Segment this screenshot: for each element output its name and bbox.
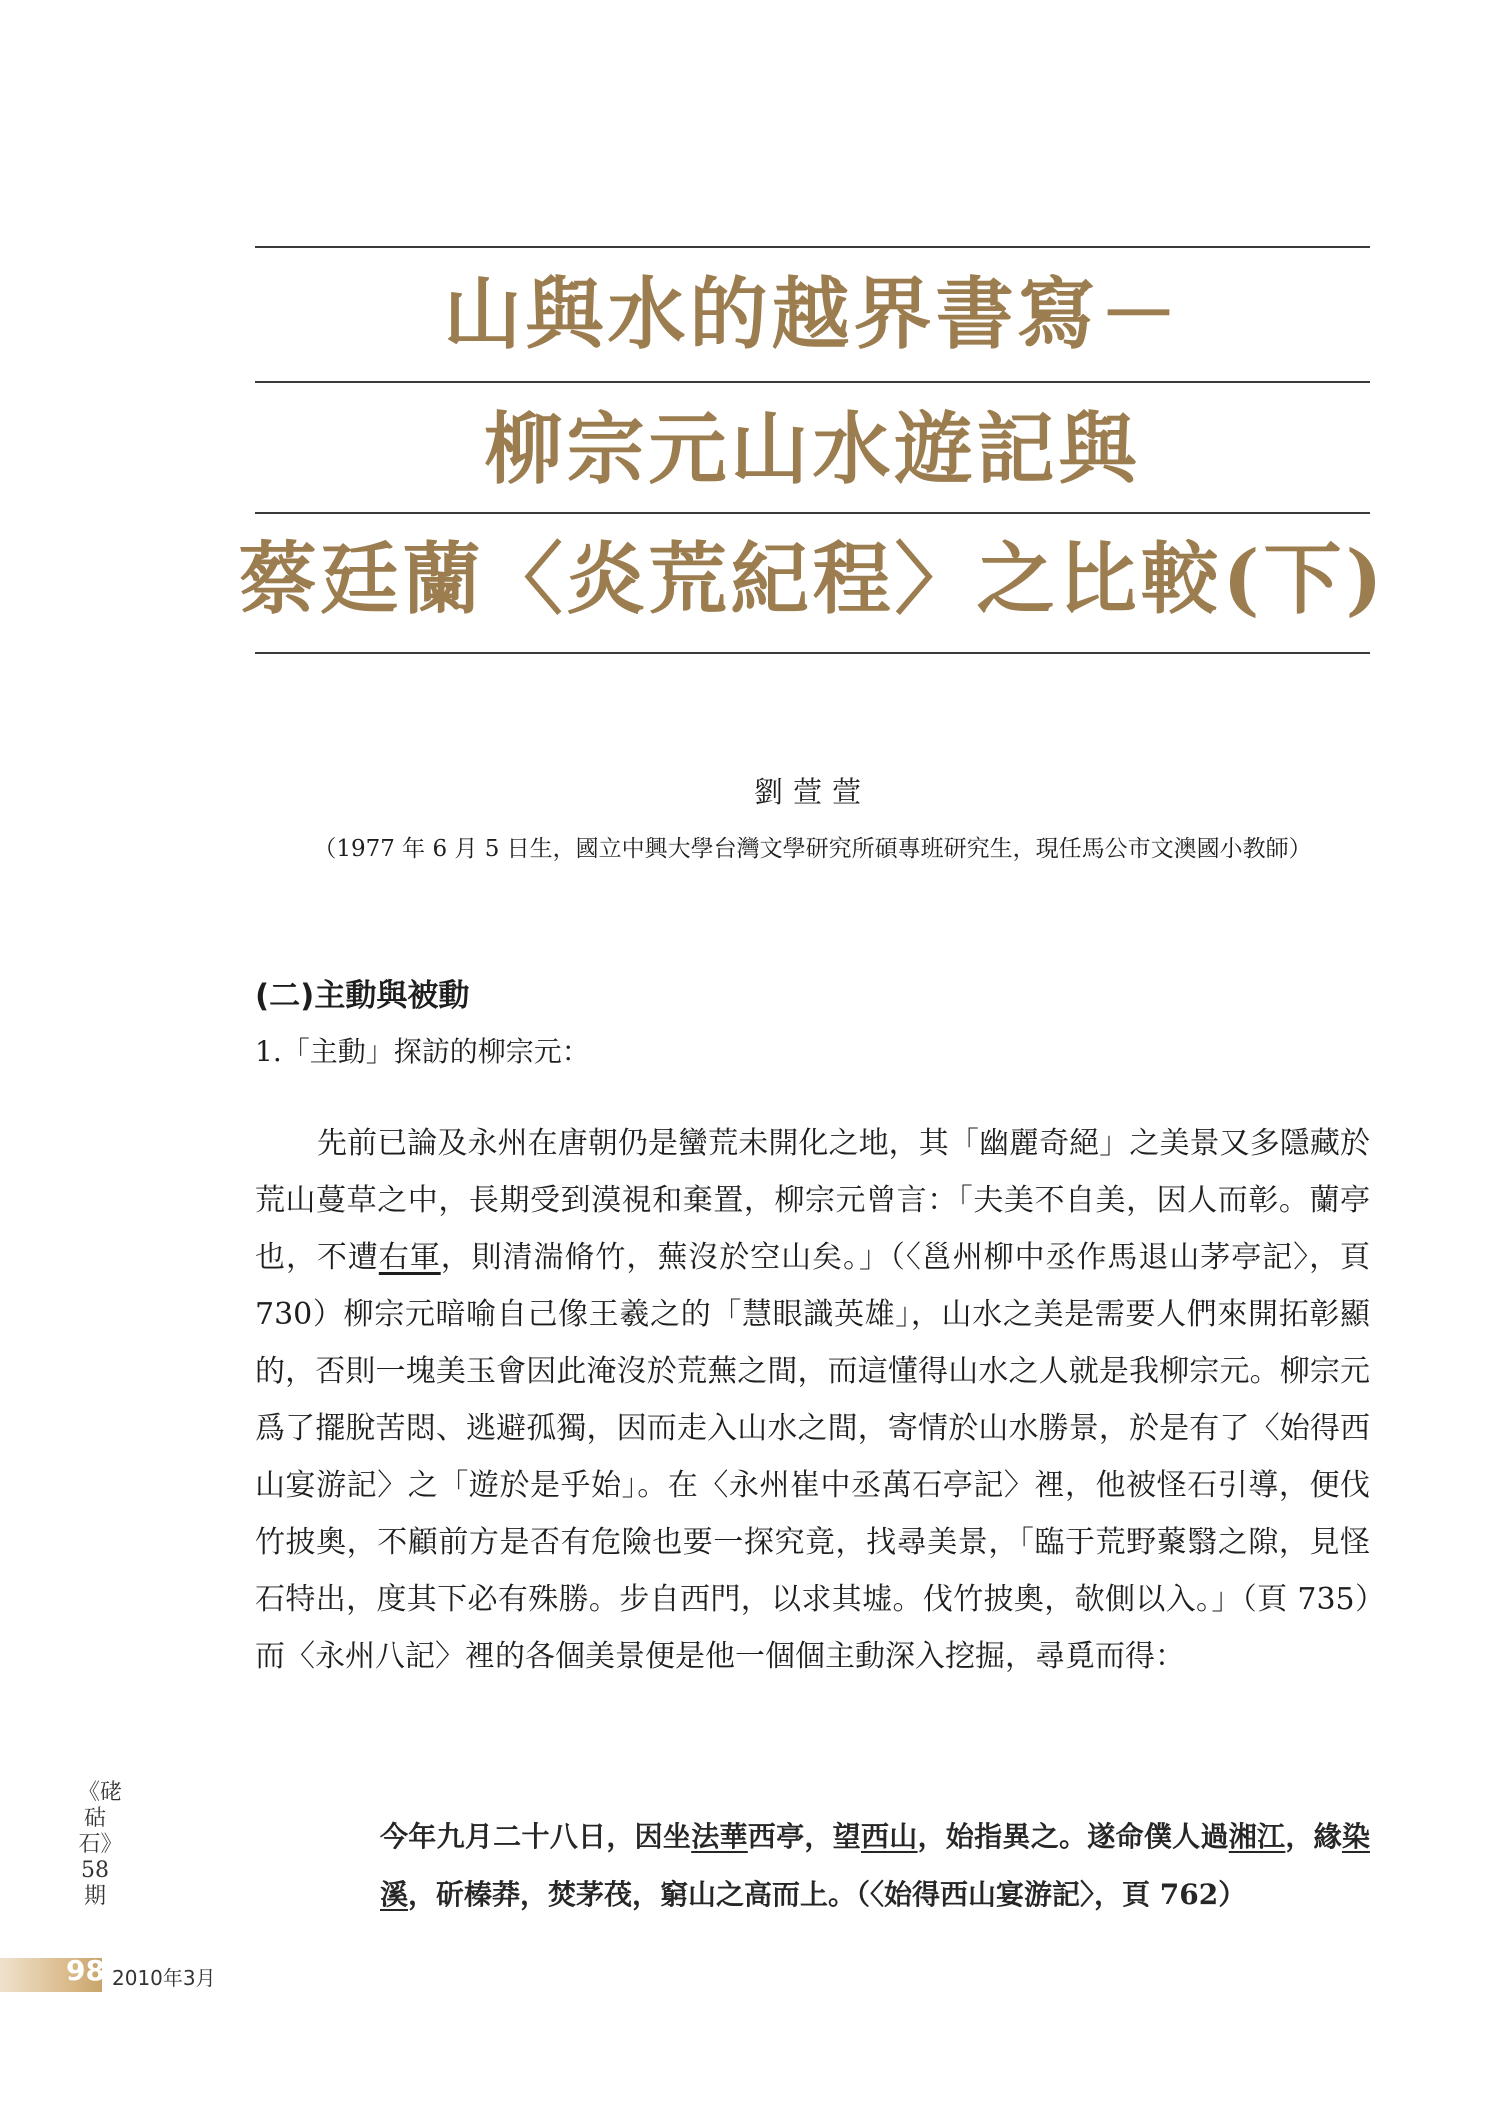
body-text-segment: ，則清湍脩竹，蕪沒於空山矣。」（〈邕州柳中丞作馬退山茅亭記〉，頁 730）柳宗元暗喻自己像王羲之的「慧眼識英雄」，山水之美是需要人們來開拓彰顯的，否則一塊美玉會因此淹沒於荒蕪之間，而這懂得山水之人就是我柳宗元。柳宗元爲了擺脫苦悶、逃避孤獨，因而走入山水之間，寄情於山水勝景，於是有了〈始得西山宴游記〉之「遊於是乎始」。在〈永州崔中丞萬石亭記〉裡，他被怪石引導，便伐竹披奧，不顧前方是否有危險也要一探究竟，找尋美景，「臨于荒野藂翳之隙，見怪石特出，度其下必有殊勝。步自西門，以求其墟。伐竹披奧，欹側以入。」（頁 735）而〈永州八記〉裡的各個美景便是他一個個主動深入挖掘，尋覓而得： <box>255 1240 1371 1674</box>
body-text-segment: 先前已論及永州在唐朝仍是蠻荒未開化之地，其「幽麗奇絕」之美景又多隱藏於荒山蔓草之中，長期受到漠視和棄置，柳宗元曾言：「夫美不自美，因人而彰。蘭亭也，不遭 <box>255 1126 1370 1275</box>
quote-segment: ，緣 <box>1285 1820 1342 1853</box>
quote-segment: ，始指異之。遂命僕人過 <box>917 1820 1229 1853</box>
title-line-1: 山與水的越界書寫－ <box>443 269 1182 360</box>
section-heading: (二)主動與被動 <box>255 978 470 1014</box>
page-number: 98 <box>66 1954 105 1987</box>
body-paragraph <box>255 1115 1370 1685</box>
title-line-3: 蔡廷蘭〈炎荒紀程〉之比較(下) <box>238 534 1387 625</box>
block-quote <box>380 1808 1370 1924</box>
issue-date: 2010年3月 <box>112 1966 216 1990</box>
quote-segment: 西亭，望 <box>747 1820 861 1853</box>
underlined-place: 法華 <box>691 1820 748 1853</box>
underlined-name: 右軍 <box>378 1240 441 1275</box>
title-rule-3 <box>255 512 1370 514</box>
title-rule-2 <box>255 381 1370 383</box>
title-rule-top <box>255 246 1370 248</box>
author-bio: （1977 年 6 月 5 日生，國立中興大學台灣文學研究所碩專班研究生，現任馬公市文澳國小教師） <box>313 836 1312 862</box>
subheading: 1.「主動」探訪的柳宗元： <box>255 1035 590 1068</box>
underlined-place: 西山 <box>860 1820 918 1853</box>
underlined-place: 染溪 <box>380 1820 1370 1911</box>
quote-segment: 今年九月二十八日，因坐 <box>380 1820 692 1853</box>
author-name: 劉萱萱 <box>753 775 871 809</box>
quote-segment: ，斫榛莽，焚茅茷，窮山之高而上。（〈始得西山宴游記〉，頁 762） <box>408 1878 1247 1911</box>
title-rule-bottom <box>255 652 1370 654</box>
journal-name-vertical: 《硓𥑮石》58期 <box>78 1780 123 1909</box>
title-line-2: 柳宗元山水遊記與 <box>484 404 1141 495</box>
underlined-place: 湘江 <box>1228 1820 1286 1853</box>
